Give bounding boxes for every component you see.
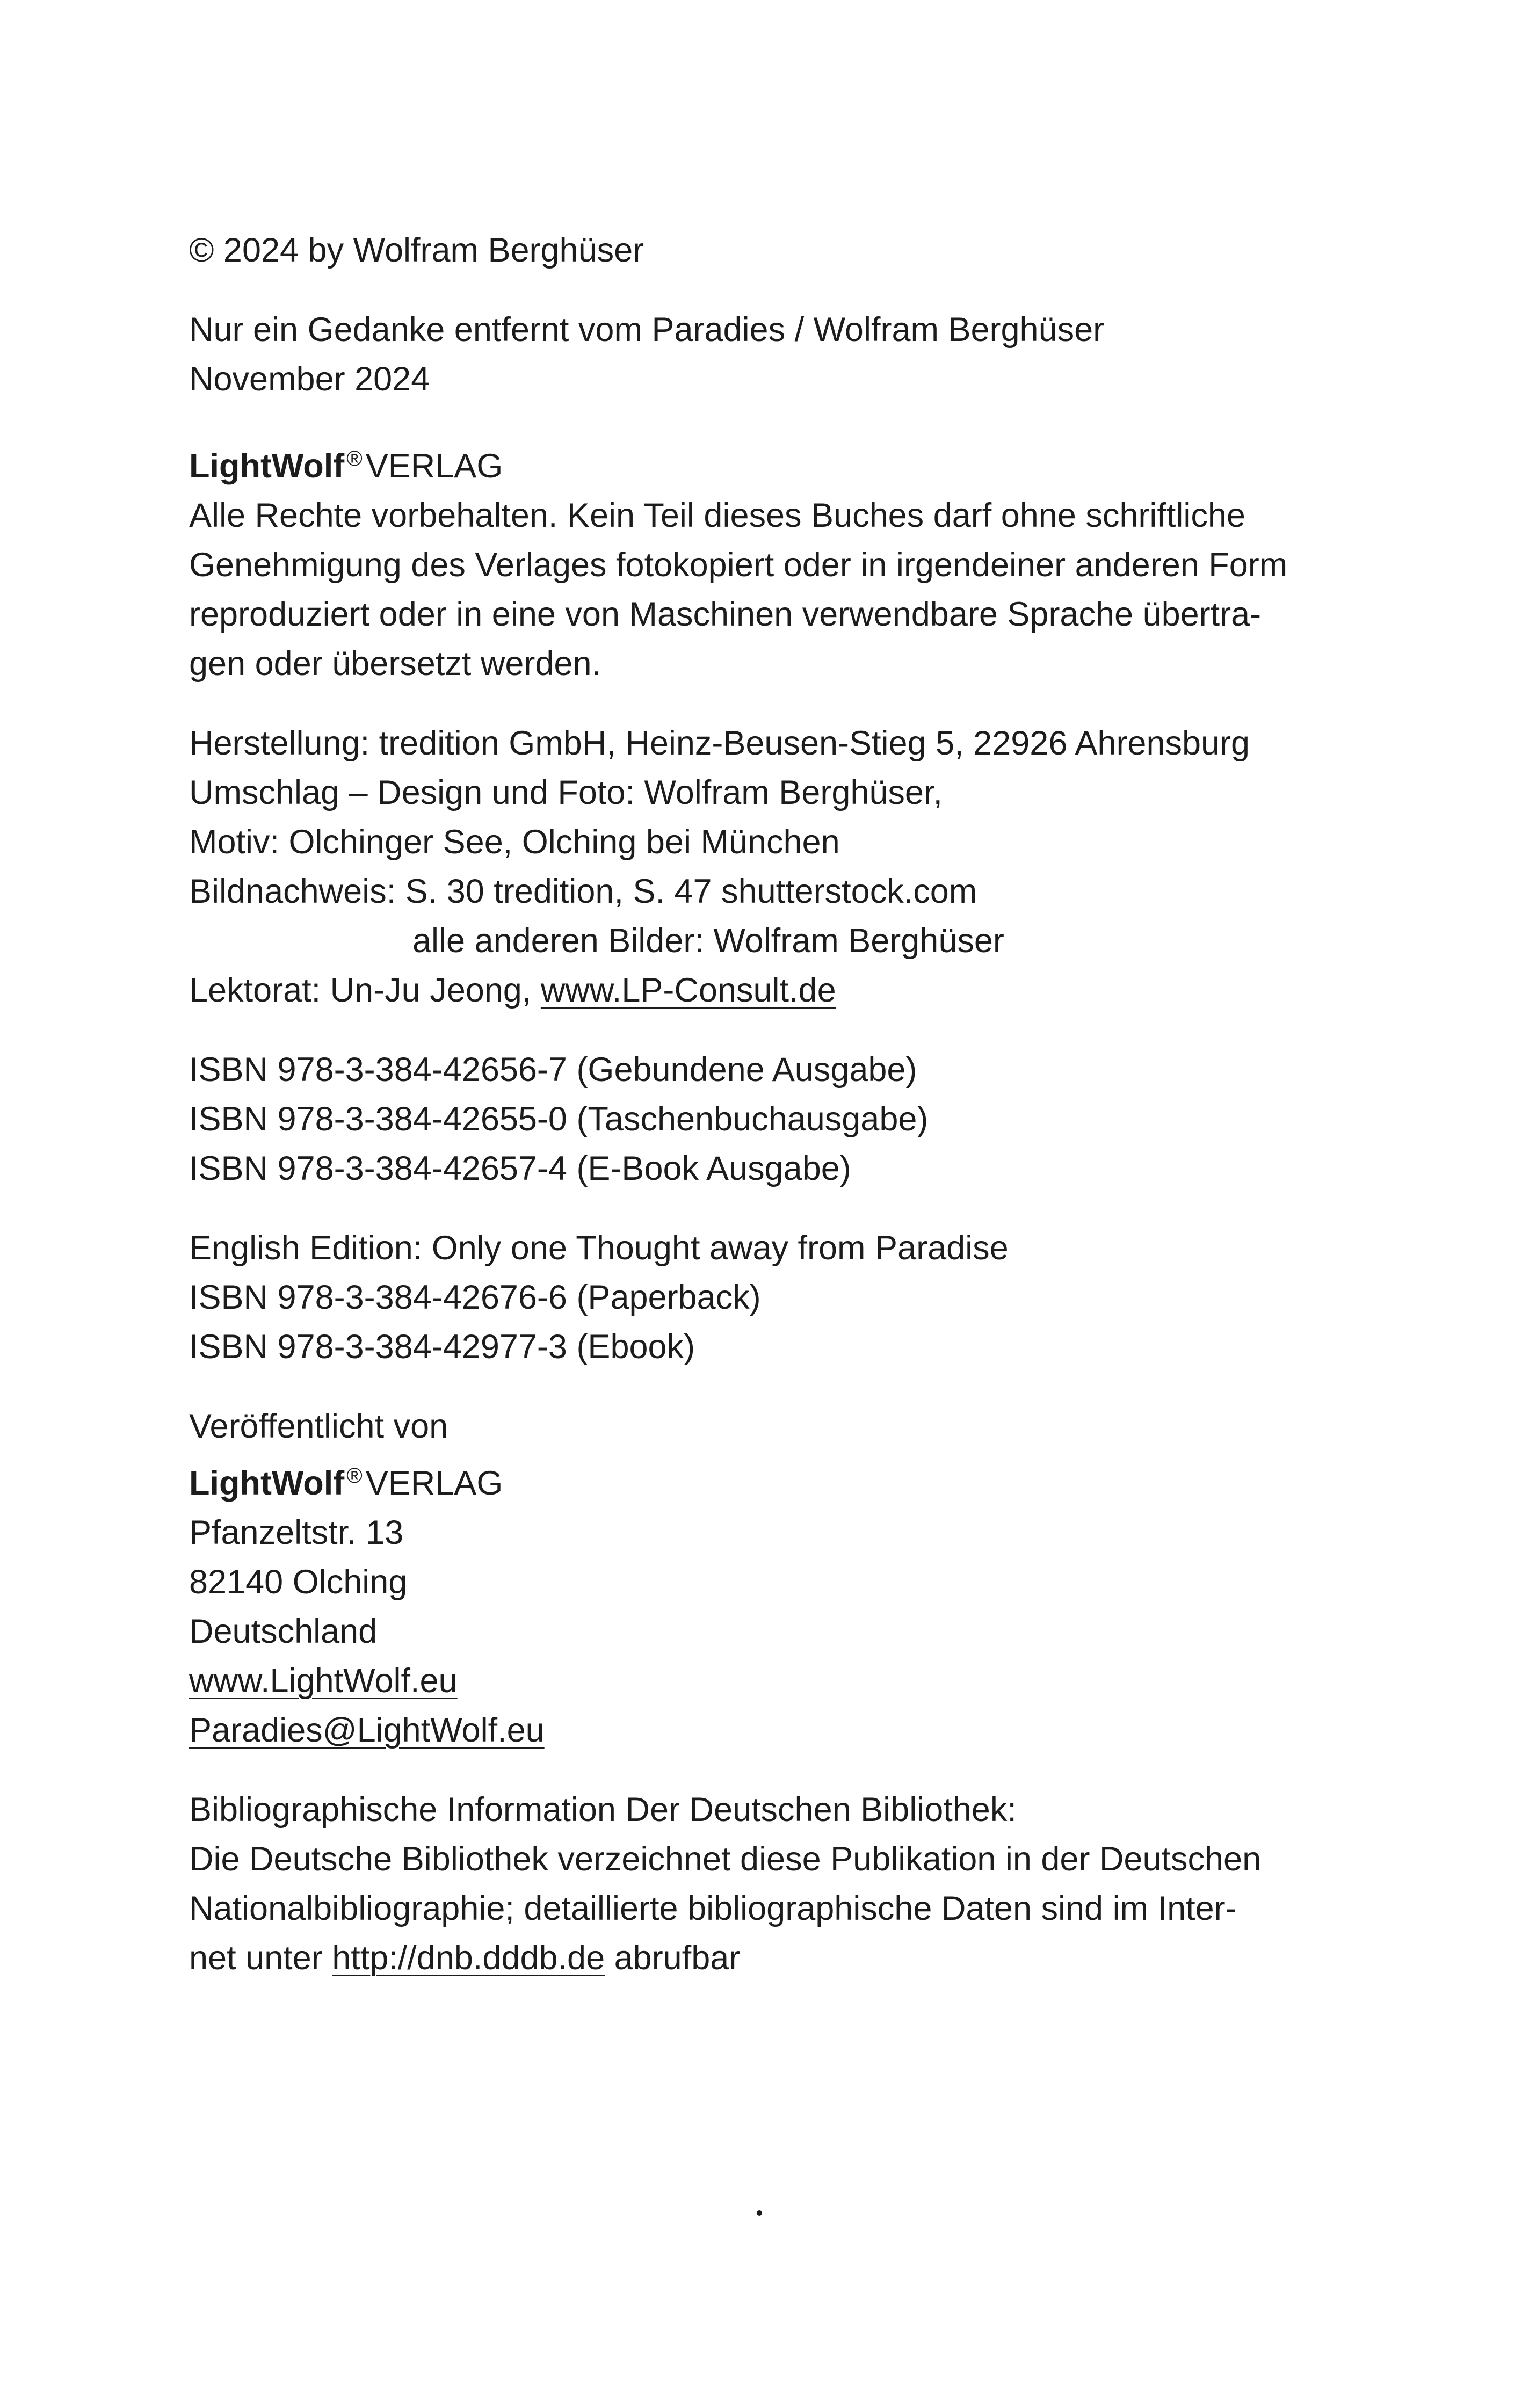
- street-line: Pfanzeltstr. 13: [189, 1514, 404, 1551]
- isbn-line: ISBN 978-3-384-42656-7 (Gebundene Ausgabe): [189, 1051, 917, 1089]
- publisher-brand-name: LightWolf: [189, 447, 345, 485]
- biblio-line: Nationalbibliographie; detaillierte bibliographische Daten sind im Inter-: [189, 1890, 1237, 1927]
- copyright-line: © 2024 by Wolfram Berghüser: [189, 231, 644, 269]
- website-link[interactable]: www.LightWolf.eu: [189, 1662, 458, 1700]
- web-line: [189, 1656, 1333, 1706]
- copyright-block: [189, 226, 1333, 275]
- isbn-line: ISBN 978-3-384-42657-4 (E-Book Ausgabe): [189, 1150, 851, 1187]
- city-line: 82140 Olching: [189, 1563, 408, 1601]
- publisher-brand-name: LightWolf: [189, 1464, 345, 1502]
- biblio-line: Die Deutsche Bibliothek verzeichnet diese Publikation in der Deutschen: [189, 1840, 1262, 1878]
- lektorat-line: [189, 966, 1333, 1015]
- isbn-line: ISBN 978-3-384-42655-0 (Taschenbuchausgabe): [189, 1100, 929, 1138]
- umschlag-line: Umschlag – Design und Foto: Wolfram Berghüser,: [189, 774, 943, 811]
- lektorat-label: Lektorat: Un-Ju Jeong,: [189, 971, 541, 1009]
- biblio-suffix: abrufbar: [605, 1939, 741, 1977]
- english-isbn-line: ISBN 978-3-384-42977-3 (Ebook): [189, 1328, 695, 1366]
- dnb-link[interactable]: http://dnb.dddb.de: [332, 1939, 605, 1977]
- country-line: Deutschland: [189, 1613, 378, 1650]
- motiv-line: Motiv: Olchinger See, Olching bei München: [189, 823, 840, 861]
- biblio-heading: Bibliographische Information Der Deutschen Bibliothek:: [189, 1791, 1017, 1829]
- publisher-address-block: [189, 1402, 1333, 1755]
- publication-date: November 2024: [189, 360, 430, 398]
- registered-mark: ®: [346, 1464, 363, 1488]
- bildnachweis-line: Bildnachweis: S. 30 tredition, S. 47 shutterstock.com: [189, 873, 977, 910]
- imprint-page: [189, 226, 1333, 2013]
- lektorat-link[interactable]: www.LP-Consult.de: [540, 971, 836, 1009]
- bildnachweis-cont-line: alle anderen Bilder: Wolfram Berghüser: [412, 922, 1004, 960]
- email-link[interactable]: Paradies@LightWolf.eu: [189, 1711, 545, 1749]
- rights-line: reproduziert oder in eine von Maschinen verwendbare Sprache übertra-: [189, 596, 1262, 633]
- page-marker-dot: [757, 2210, 762, 2216]
- english-edition-line: English Edition: Only one Thought away from Paradise: [189, 1229, 1009, 1267]
- biblio-prefix: net unter: [189, 1939, 332, 1977]
- biblio-line-with-link: [189, 1933, 1333, 1983]
- book-info-block: [189, 305, 1333, 404]
- publisher-brand-suffix: VERLAG: [365, 1464, 503, 1502]
- production-block: [189, 719, 1333, 1015]
- email-line: [189, 1706, 1333, 1755]
- english-isbn-line: ISBN 978-3-384-42676-6 (Paperback): [189, 1279, 761, 1316]
- publisher-brand: [189, 434, 1333, 491]
- rights-line: Alle Rechte vorbehalten. Kein Teil dieses Buches darf ohne schriftliche: [189, 497, 1245, 534]
- rights-line: gen oder übersetzt werden.: [189, 645, 601, 683]
- biblio-block: [189, 1785, 1333, 1983]
- isbn-block: [189, 1045, 1333, 1193]
- publisher-brand-suffix: VERLAG: [365, 447, 503, 485]
- rights-line: Genehmigung des Verlages fotokopiert oder in irgendeiner anderen Form: [189, 546, 1288, 584]
- registered-mark: ®: [346, 447, 363, 470]
- herstellung-line: Herstellung: tredition GmbH, Heinz-Beusen-Stieg 5, 22926 Ahrensburg: [189, 724, 1250, 762]
- rights-block: [189, 434, 1333, 688]
- publisher-brand: [189, 1451, 1333, 1508]
- published-by-label: Veröffentlicht von: [189, 1408, 448, 1445]
- english-edition-block: [189, 1223, 1333, 1372]
- book-title-line: Nur ein Gedanke entfernt vom Paradies / Wolfram Berghüser: [189, 311, 1105, 349]
